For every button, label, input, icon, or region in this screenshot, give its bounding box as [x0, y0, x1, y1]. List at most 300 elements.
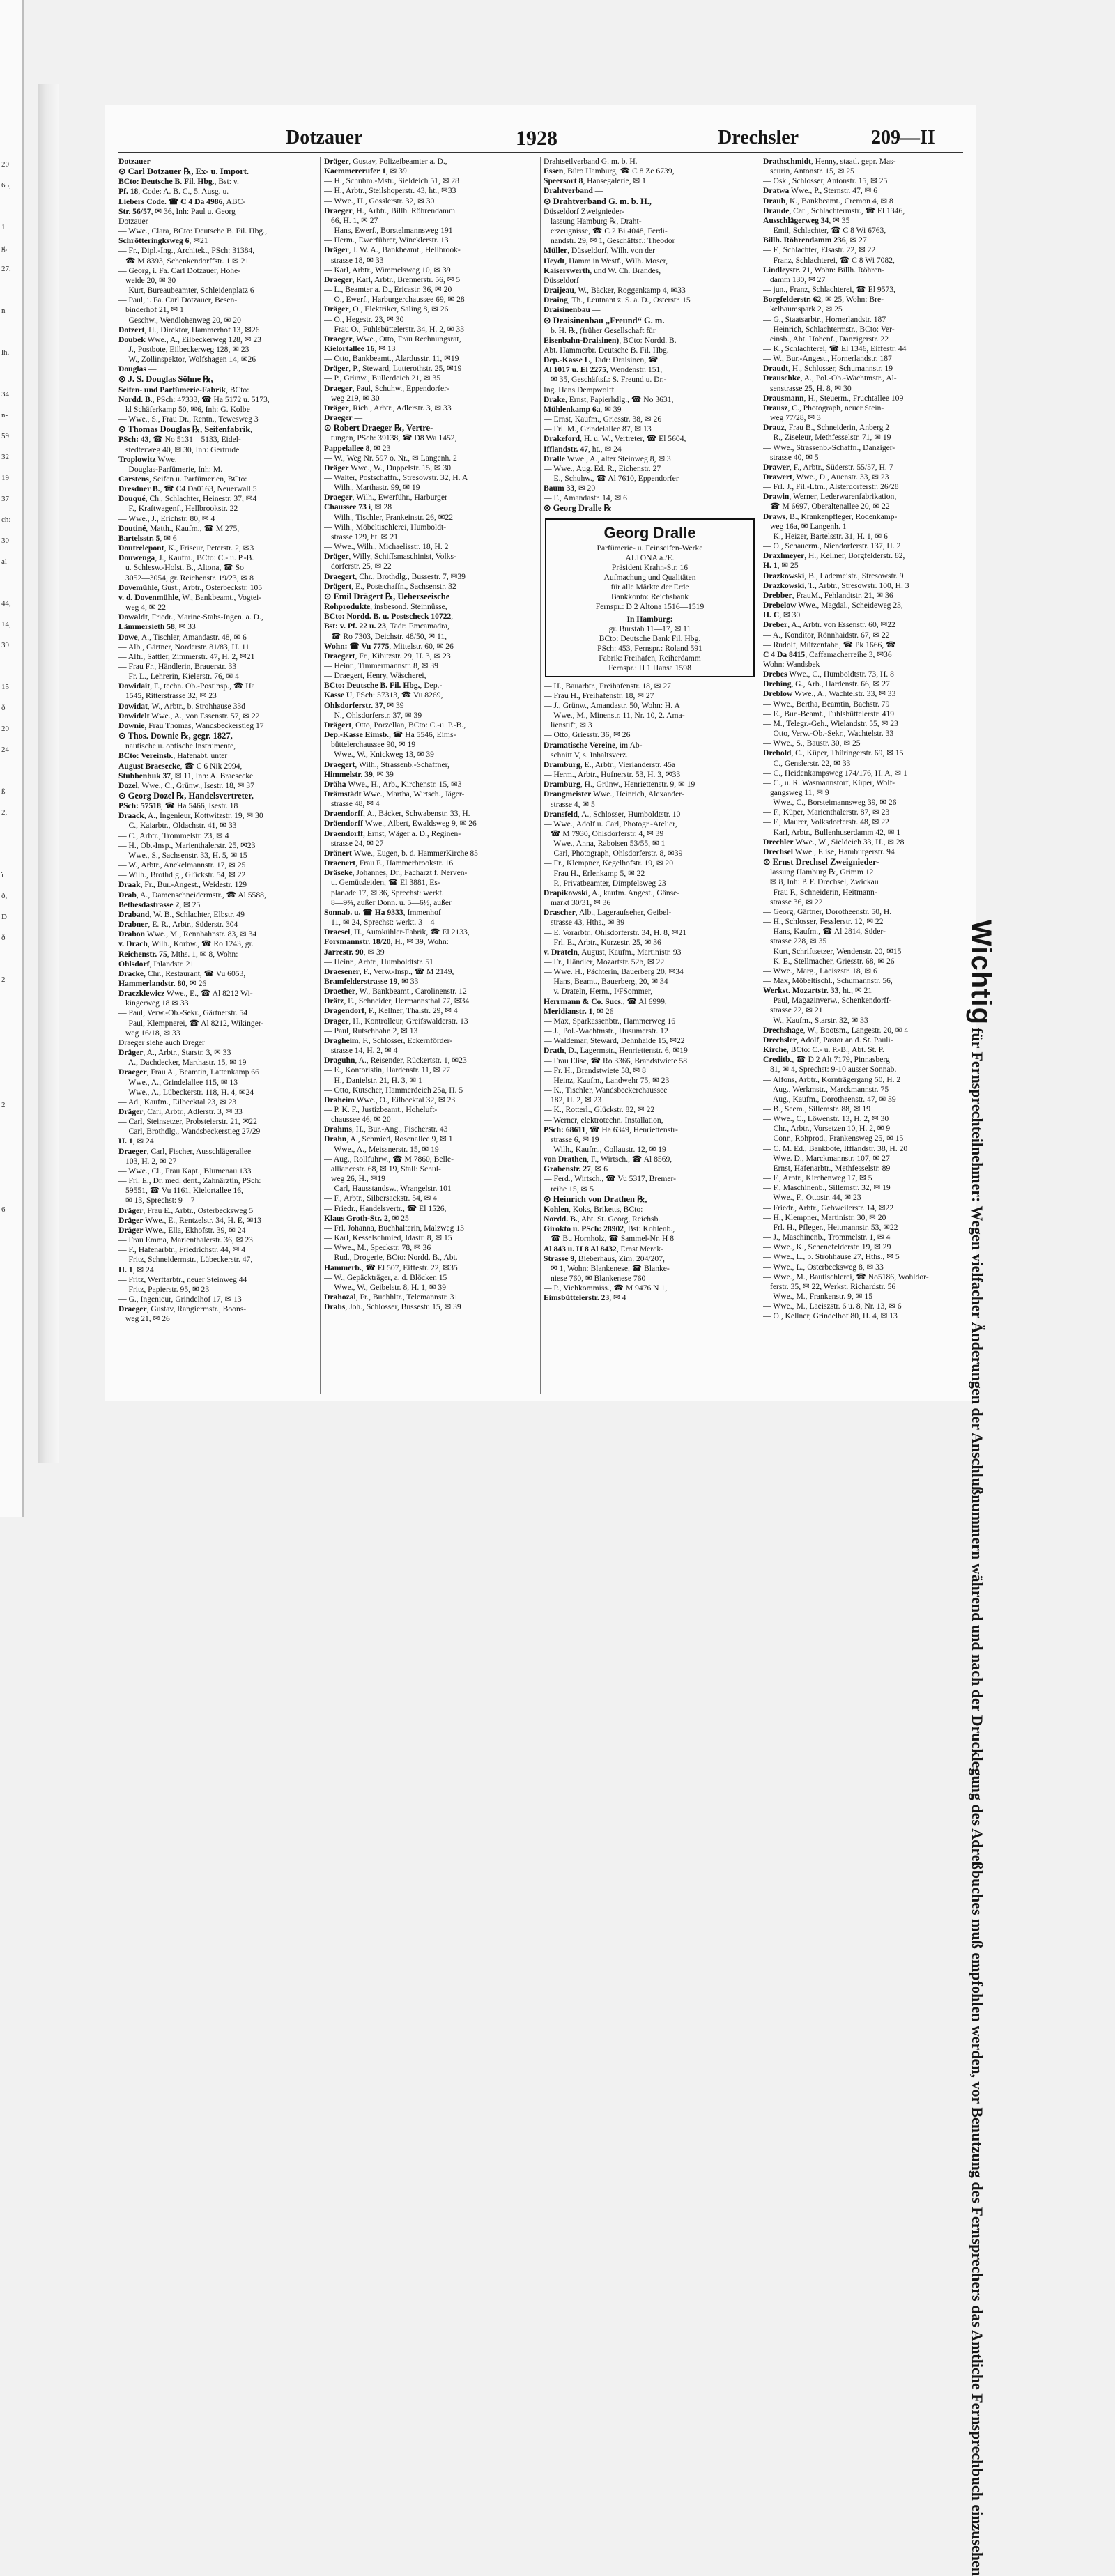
directory-entry-line: lienstift, ✉ 3: [551, 720, 592, 730]
directory-entry-line: Drawer, F., Arbtr., Süderstr. 55/57, H. 7: [763, 462, 893, 472]
directory-entry-line: Drebold, C., Küper, Thüringerstr. 69, ✉ 15: [763, 748, 904, 758]
directory-entry-line: — Wwe., A., Grindelallee 115, ✉ 13: [118, 1077, 238, 1087]
directory-entry-line: gangsweg 11, ✉ 9: [770, 788, 829, 797]
directory-entry-line: büttelerchaussee 90, ✉ 19: [331, 740, 416, 750]
directory-entry-line: Pf. 18, Code: A. B. C., 5. Ausg. u.: [118, 187, 229, 196]
directory-entry-line: — Paul, Rutschbahn 2, ✉ 13: [324, 1026, 418, 1035]
directory-entry-line: b. H. ℞, (früher Gesellschaft für: [551, 325, 656, 335]
edge-fragment: 2: [1, 975, 6, 984]
directory-entry-line: — Wwe., Adolf u. Carl, Photogr.-Atelier,: [544, 819, 677, 828]
directory-entry-line: Drätz, E., Schneider, Hermannsthal 77, ✉34: [324, 996, 470, 1006]
column-divider: [540, 157, 541, 1394]
edge-fragment: 20: [1, 160, 9, 169]
directory-entry-line: C 4 Da 8415, Caffamacherreihe 3, ✉36: [763, 649, 892, 659]
directory-entry-line: — Wilh., Kaufm., Collaustr. 12, ✉ 19: [544, 1144, 666, 1154]
directory-entry-line: chaussee 46, ✉ 20: [331, 1115, 391, 1125]
directory-entry-line: Bethesdastrasse 2, ✉ 25: [118, 900, 201, 909]
directory-entry-line: — Max, Sparkassenbtr., Hammerweg 16: [544, 1016, 676, 1026]
directory-entry-line: Douglas —: [118, 364, 157, 374]
directory-entry-line: — Wilh., Marthastr. 99, ✉ 19: [324, 483, 420, 493]
directory-entry-line: Draeger, Gustav, Rangiermstr., Boons-: [118, 1304, 247, 1314]
directory-entry-line: — Max, Möbeltischl., Schumannstr. 56,: [763, 975, 893, 985]
edge-fragment: 2,: [1, 808, 8, 817]
directory-entry-line: — Wwe., Wilh., Michaelisstr. 18, H. 2: [324, 542, 449, 552]
directory-entry-line: — K., Heizer, Bartelsstr. 31, H. 1, ✉ 6: [763, 531, 888, 541]
directory-entry-line: ☎ Bu Hornholz, ☎ Sammel-Nr. H 8: [551, 1234, 675, 1244]
edge-fragment: ß: [1, 787, 6, 796]
directory-entry-line: Draendorff, A., Bäcker, Schwabenstr. 33, H.: [324, 809, 470, 819]
directory-entry-line: Drauz, Frau B., Schneiderin, Anberg 2: [763, 423, 890, 433]
directory-entry-line: — Frl. M., Grindelallee 87, ✉ 13: [544, 424, 652, 434]
directory-entry-line: — Fritz, Schneidermstr., Lübeckerstr. 47,: [118, 1255, 253, 1265]
directory-entry-line: 182, H. 2, ✉ 23: [551, 1095, 602, 1105]
directory-entry-line: Ifflandstr. 47, ht., ✉ 24: [544, 444, 622, 454]
directory-entry-line: Billh. Röhrendamm 236, ✉ 27: [763, 236, 867, 245]
directory-entry-line: — P., Privatbeamter, Dimpfelsweg 23: [544, 878, 666, 888]
directory-entry-line: Drechsler, Adolf, Pastor an d. St. Pauli-: [763, 1035, 893, 1044]
directory-entry-line: Draesel, H., Autokühler-Fabrik, ☎ El 2133,: [324, 927, 470, 937]
header-page-number: 209—II: [871, 127, 935, 148]
directory-entry-line: — O., Hegestr. 23, ✉ 30: [324, 314, 404, 324]
directory-entry-line: Forsmannstr. 18/20, H., ✉ 39, Wohn:: [324, 937, 449, 947]
directory-entry-line: — Carl, Hausstandsw., Wrangelstr. 101: [324, 1184, 452, 1194]
directory-entry-line: Drebes Wwe., C., Humboldtstr. 73, H. 8: [763, 670, 894, 679]
directory-entry-line: Kasse U, PSch: 57313, ☎ Vu 8269,: [324, 691, 443, 700]
directory-entry-line: Dreber, A., Arbtr. von Essenstr. 60, ✉22: [763, 620, 895, 630]
directory-entry-line: Drägert, Otto, Porzellan, BCto: C.-u. P.-B.,: [324, 720, 466, 730]
directory-entry-line: Dramburg, E., Arbtr., Vierlanderstr. 45a: [544, 759, 676, 769]
directory-entry-line: Düsseldorf: [544, 275, 579, 285]
directory-entry-line: — v. Drateln, Herm., IᵃFSommer,: [544, 987, 653, 996]
directory-entry-line: ☎ M 8393, Schenkendorffstr. 1 ✉ 21: [125, 256, 249, 265]
directory-entry-line: PSch: 68611, ☎ Ha 6349, Henriettenstr-: [544, 1125, 678, 1134]
directory-entry-line: v. Drach, Wilh., Korbw., ☎ Ro 1243, gr.: [118, 939, 254, 949]
directory-entry-line: Draeger, Wilh., Ewerführ., Harburger: [324, 493, 447, 502]
directory-entry-line: ⊙ Georg Dralle ℞: [544, 503, 612, 514]
directory-entry-line: Rohprodukte, insbesond. Steinnüsse,: [324, 602, 447, 612]
directory-entry-line: — Heinr., Arbtr., Humboldtstr. 51: [324, 957, 433, 966]
directory-entry-line: — Hans, Beamt., Bauerberg, 20, ✉ 34: [544, 977, 668, 987]
directory-entry-line: alliancestr. 68, ✉ 19, Stall: Schul-: [331, 1164, 441, 1173]
directory-entry-line: — Alfr., Sattler, Zimmerstr. 47, H. 2, ✉21: [118, 651, 255, 661]
directory-entry-line: — Werner, elektrotechn. Installation,: [544, 1115, 663, 1125]
column-3-bottom: [544, 681, 756, 1304]
directory-entry-line: 81, ✉ 4, Sprechst: 9-10 ausser Sonnab.: [770, 1065, 897, 1074]
directory-entry-line: Drangmeister Wwe., Heinrich, Alexander-: [544, 789, 684, 799]
directory-entry-line: Drager, H., Kontrolleur, Greifswalderstr. 13: [324, 1016, 468, 1026]
directory-entry-line: — Frau H., Freihafenstr. 18, ✉ 27: [544, 691, 654, 700]
directory-entry-line: — K., Tischler, Wandsbeckerchaussee: [544, 1086, 668, 1095]
ad-line: Fernspr.: D 2 Altona 1516—1519: [595, 601, 705, 611]
directory-entry-line: — Wwe., Marg., Laeiszstr. 18, ✉ 6: [763, 966, 877, 975]
directory-entry-line: Draxlmeyer, H., Kellner, Borgfelderstr. 82,: [763, 551, 905, 561]
directory-entry-line: — Wwe., M., Speckstr. 78, ✉ 36: [324, 1243, 431, 1253]
directory-entry-line: Drechler Wwe., W., Sieldeich 33, H., ✉ 28: [763, 837, 905, 847]
directory-entry-line: — B., Seem., Sillemstr. 88, ✉ 19: [763, 1104, 870, 1113]
directory-entry-line: — Chr., Arbtr., Vorsetzen 10, H. 2, ✉ 9: [763, 1124, 891, 1134]
directory-entry-line: 3052—3054, gr. Reichenstr. 19/23, ✉ 8: [125, 573, 254, 583]
directory-entry-line: — Carl, Photograph, Ohlsdorferstr. 8, ✉39: [544, 849, 683, 858]
directory-entry-line: — Karl, Kesselschmied, Idastr. 8, ✉ 15: [324, 1233, 452, 1243]
ad-line: In Hamburg:: [626, 614, 673, 624]
directory-entry-line: weg 16/18, ✉ 33: [125, 1028, 180, 1038]
directory-entry-line: v. Drateln, August, Kaufm., Martinistr. 93: [544, 947, 682, 957]
directory-entry-line: — Fr., Händler, Mozartstr. 52b, ✉ 22: [544, 957, 665, 966]
ad-line: Bankkonto: Reichsbank: [610, 592, 689, 601]
directory-entry-line: Kaemmererufer 1, ✉ 39: [324, 167, 407, 176]
directory-entry-line: — W., Bur.-Angest., Hornerlandstr. 187: [763, 354, 892, 364]
directory-entry-line: weg 16a, ✉ Langenh. 1: [770, 521, 847, 531]
directory-entry-line: — Wwe., F., Ottostr. 44, ✉ 23: [763, 1193, 861, 1203]
directory-entry-line: — Frau Fr., Händlerin, Brauerstr. 33: [118, 661, 237, 671]
directory-entry-line: 66, H. 1, ✉ 27: [331, 215, 378, 225]
column-3: [544, 157, 756, 1394]
directory-entry-line: Kirche, BCto: C.- u. P.-B., Abt. St. P.: [763, 1045, 884, 1055]
directory-entry-line: Sonnab. u. ☎ Ha 9333, Immenhof: [324, 907, 441, 917]
directory-entry-line: — Walter, Postschaffn., Stresowstr. 32, H. A: [324, 473, 468, 482]
directory-entry-line: — Wwe., M., Bautischlerei, ☎ No5186, Wohldor-: [763, 1272, 929, 1281]
directory-entry-line: Chaussee 73 i, ✉ 28: [324, 502, 392, 512]
edge-fragment: 2: [1, 1101, 6, 1109]
directory-entry-line: — O., Kellner, Grindelhof 80, H. 4, ✉ 13: [763, 1311, 898, 1321]
directory-entry-line: senstrasse 25, H. 8, ✉ 30: [770, 383, 852, 393]
directory-entry-line: strasse 48, ✉ 4: [331, 799, 380, 809]
directory-entry-line: — Wwe., L., b. Strohhause 27, Hths., ✉ 5: [763, 1252, 900, 1262]
directory-entry-line: — K. E., Stellmacher, Griesstr. 68, ✉ 26: [763, 956, 895, 966]
directory-entry-line: Drabner, E. R., Arbtr., Süderstr. 304: [118, 920, 238, 930]
directory-entry-line: Dovemühle, Gust., Arbtr., Osterbeckstr. 105: [118, 583, 263, 592]
directory-entry-line: Lämmersieth 58, ✉ 33: [118, 622, 196, 632]
directory-entry-line: Drebing, G., Arb., Hardenstr. 66, ✉ 27: [763, 679, 890, 689]
directory-entry-line: ⊙ Drahtverband G. m. b. H.,: [544, 196, 652, 206]
directory-entry-line: — Wwe., Aug. Ed. R., Eichenstr. 27: [544, 463, 661, 473]
directory-entry-line: H. 1, ✉ 24: [118, 1136, 154, 1146]
directory-entry-line: Dracke, Chr., Restaurant, ☎ Vu 6053,: [118, 969, 246, 978]
directory-entry-line: Kohlen, Koks, Briketts, BCto:: [544, 1204, 643, 1214]
directory-entry-line: dorferstr. 25, ✉ 22: [331, 562, 392, 571]
directory-entry-line: — W., Zollinspektor, Wolfshagen 14, ✉26: [118, 355, 256, 364]
directory-entry-line: — J., Maschinenb., Trommelstr. 1, ✉ 4: [763, 1233, 891, 1242]
directory-entry-line: — O., Ewerf., Harburgerchaussee 69, ✉ 28: [324, 295, 465, 304]
directory-entry-line: Drahn, A., Schmied, Rosenallee 9, ✉ 1: [324, 1134, 453, 1144]
directory-entry-line: — Wwe., M., Frankenstr. 9, ✉ 15: [763, 1291, 872, 1301]
directory-entry-line: Grabenstr. 27, ✉ 6: [544, 1164, 608, 1174]
directory-entry-line: Kielortallee 16, ✉ 13: [324, 344, 396, 353]
directory-entry-line: — Wwe., M., Laeiszstr. 6 u. 8, Nr. 13, ✉ 6: [763, 1302, 902, 1311]
directory-entry-line: ⊙ Robert Draeger ℞, Vertre-: [324, 423, 433, 433]
directory-entry-line: — H., Schlosser, Fesslerstr. 12, ✉ 22: [763, 917, 884, 927]
directory-entry-line: — Waldemar, Steward, Dehnhaide 15, ✉22: [544, 1036, 685, 1046]
edge-fragment: 30: [1, 537, 9, 545]
directory-entry-line: Nordd. B., Abt. St. Georg, Reichsb.: [544, 1214, 661, 1224]
directory-entry-line: — Fritz, Papierstr. 95, ✉ 23: [118, 1284, 210, 1294]
directory-entry-line: Dragendorf, F., Kellner, Thalstr. 29, ✉ 4: [324, 1006, 458, 1016]
directory-entry-line: — W., Weg Nr. 597 o. Nr., ✉ Langenh. 2: [324, 453, 457, 463]
directory-entry-line: — Osk., Schlosser, Antonstr. 15, ✉ 25: [763, 176, 888, 186]
directory-entry-line: 1545, Ritterstrasse 32, ✉ 23: [125, 691, 217, 701]
edge-fragment: 39: [1, 641, 9, 649]
directory-entry-line: markt 30/31, ✉ 36: [551, 898, 611, 908]
directory-entry-line: BCto: Vereinsb., Hafenabt. unter: [118, 751, 228, 761]
directory-entry-line: Strasse 9, Bieberhaus, Zim. 204/207,: [544, 1254, 665, 1263]
directory-entry-line: strasse 6, ✉ 19: [551, 1134, 599, 1144]
directory-entry-line: Dräger, Gustav, Polizeibeamter a. D.,: [324, 157, 447, 166]
directory-entry-line: — Wwe., W., Knickweg 13, ✉ 39: [324, 750, 434, 759]
directory-entry-line: Drechsel Wwe., Elise, Hamburgerstr. 94: [763, 847, 895, 856]
directory-entry-line: — Wwe., L., Osterbecksweg 8, ✉ 33: [763, 1262, 884, 1272]
directory-entry-line: BCto: Nordd. B. u. Postscheck 10722,: [324, 612, 454, 622]
directory-entry-line: Dreblow Wwe., A., Wachtelstr. 33, ✉ 33: [763, 689, 896, 699]
directory-entry-line: — P. K. F., Justizbeamt., Hoheluft-: [324, 1105, 438, 1114]
directory-entry-line: Dowidat, W., Arbtr., b. Strohhause 33d: [118, 701, 245, 711]
directory-entry-line: Drahozal, Fr., Buchhltr., Telemannstr. 31: [324, 1292, 459, 1302]
directory-entry-line: Draudt, H., Schlosser, Schumannstr. 19: [763, 364, 893, 373]
directory-entry-line: — Aug., Kaufm., Dorotheenstr. 47, ✉ 39: [763, 1094, 896, 1104]
directory-entry-line: Bramfelderstrasse 19, ✉ 33: [324, 976, 419, 986]
directory-entry-line: — Wwe., Cl., Frau Kapt., Blumenau 133: [118, 1166, 252, 1175]
directory-entry-line: — Heinr., Timmermannstr. 8, ✉ 39: [324, 661, 438, 670]
directory-entry-line: Draesener, F., Verw.-Insp., ☎ M 2149,: [324, 966, 454, 976]
directory-entry-line: weg 4, ✉ 22: [125, 603, 167, 612]
directory-entry-line: strasse 228, ✉ 35: [770, 936, 827, 946]
directory-entry-line: Draguhn, A., Reisender, Rückertstr. 1, ✉23: [324, 1056, 467, 1065]
directory-entry-line: Ohlsdorf, Ihlandstr. 21: [118, 959, 194, 969]
directory-entry-line: — H., Danielstr. 21, H. 3, ✉ 1: [324, 1075, 422, 1085]
directory-entry-line: — Fr. L., Lehrerin, Kielerstr. 76, ✉ 4: [118, 672, 239, 681]
directory-entry-line: — E., Schuhw., ☎ Al 7610, Eppendorfer: [544, 474, 679, 483]
directory-entry-line: — Emil, Schlachter, ☎ C 8 Wi 6763,: [763, 226, 886, 236]
directory-entry-line: Wohn: ☎ Vu 7775, Mittelstr. 60, ✉ 26: [324, 641, 454, 651]
directory-entry-line: Dep.-Kasse Eimsb., ☎ Ha 5546, Eims-: [324, 730, 456, 740]
directory-entry-line: Draeger, Paul, Schuhw., Eppendorfer-: [324, 383, 449, 393]
directory-entry-line: Dräendorff Wwe., Albert, Ewaldsweg 9, ✉ 26: [324, 819, 477, 828]
directory-entry-line: — H., Arbtr., Steilshoperstr. 43, ht., ✉33: [324, 186, 456, 196]
edge-fragment: 15: [1, 683, 9, 691]
directory-entry-line: Drathschmidt, Henny, staatl. gepr. Mas-: [763, 157, 896, 166]
directory-entry-line: Carstens, Seifen u. Parfümerien, BCto:: [118, 475, 247, 484]
ad-body: [551, 543, 749, 673]
ad-line: Aufmachung und Qualitäten: [603, 572, 696, 582]
directory-entry-line: — W., Gepäckträger, a. d. Blöcken 15: [324, 1272, 447, 1282]
directory-entry-line: Douwenga, J., Kaufm., BCto: C.- u. P.-B.: [118, 553, 254, 563]
directory-entry-line: — Frl. E., Arbtr., Kurzestr. 25, ✉ 36: [544, 937, 661, 947]
directory-entry-line: — Wwe., W., Geibelstr. 8, H. 1, ✉ 39: [324, 1282, 447, 1292]
directory-entry-line: — Wwe., C., Löwenstr. 13, H. 2, ✉ 30: [763, 1114, 889, 1124]
directory-entry-line: Düsseldorf Zweignieder-: [544, 206, 624, 216]
directory-entry-line: — L., Beamter a. D., Ericastr. 36, ✉ 20: [324, 285, 452, 295]
directory-entry-line: Dräger Wwe., E., Rentzelstr. 34, H. E, ✉13: [118, 1215, 261, 1225]
directory-entry-line: — Douglas-Parfümerie, Inh: M.: [118, 464, 223, 474]
directory-entry-line: Creditb., ☎ D 2 Alt 7179, Pinnasberg: [763, 1055, 890, 1065]
edge-fragment: 32: [1, 453, 9, 461]
directory-entry-line: Müller, Düsseldorf, Wilh. von der: [544, 246, 655, 256]
directory-entry-line: — K., Schlachterei, ☎ El 1346, Eiffestr. 44: [763, 344, 907, 353]
directory-entry-line: — Friedr., Arbtr., Gebweilerstr. 14, ✉22: [763, 1203, 894, 1212]
directory-entry-line: — F., Hafenarbtr., Friedrichstr. 44, ✉ 4: [118, 1245, 246, 1255]
directory-entry-line: Str. 56/57, ✉ 36, Inh: Paul u. Georg: [118, 206, 236, 216]
directory-entry-line: Douqué, Ch., Schlachter, Heinestr. 37, ✉4: [118, 494, 257, 504]
directory-entry-line: — K., Rotterl., Glückstr. 82, ✉ 22: [544, 1105, 655, 1115]
directory-entry-line: Draws, B., Krankenpfleger, Rodenkamp-: [763, 511, 898, 521]
directory-entry-line: Hammerb., ☎ El 507, Eiffestr. 22, ✉35: [324, 1263, 458, 1272]
directory-entry-line: — Wwe., M., Minenstr. 11, Nr. 10, 2. Ama-: [544, 711, 685, 720]
directory-entry-line: Ausschlägerweg 34, ✉ 35: [763, 215, 850, 225]
directory-entry-line: strasse 24, ✉ 27: [331, 838, 384, 848]
directory-entry-line: Drebber, FrauM., Fehlandtstr. 21, ✉ 36: [763, 590, 893, 600]
directory-entry-line: Bst: v. Pf. 22 u. 23, Tadr: Emcamadra,: [324, 622, 449, 631]
directory-entry-line: strasse 4, ✉ 5: [551, 799, 595, 809]
directory-entry-line: ⊙ Heinrich von Drathen ℞,: [544, 1194, 647, 1204]
directory-entry-line: planade 17, ✉ 36, Sprechst: werkt.: [331, 888, 444, 897]
column-1: [118, 157, 315, 1394]
directory-entry-line: Dresdner B., ☎ C4 Da0163, Neuerwall 5: [118, 484, 257, 494]
edge-fragment: 65,: [1, 181, 11, 190]
edge-fragment: ch:: [1, 516, 11, 524]
column-2: [324, 157, 537, 1394]
edge-fragment: 44,: [1, 599, 11, 608]
directory-entry-line: binderhof 21, ✉ 1: [125, 305, 184, 315]
edge-fragment: al-: [1, 557, 10, 566]
directory-entry-line: Reichenstr. 75, Mths. 1, ✉ 8, Wohn:: [118, 949, 238, 959]
edge-fragment: 34: [1, 390, 9, 399]
directory-entry-line: Herrmann & Co. Sucs., ☎ Al 6999,: [544, 996, 667, 1006]
directory-entry-line: ⊙ Georg Dozel ℞, Handelsvertreter,: [118, 791, 254, 801]
directory-entry-line: Werkst. Mozartstr. 33, ht., ✉ 21: [763, 986, 872, 996]
directory-entry-line: — E., Bur.-Beamt., Fuhlsbüttelerstr. 419: [763, 709, 895, 718]
directory-entry-line: Ing. Hans Dempwolff: [544, 385, 615, 394]
directory-entry-line: ☎ M 6697, Oberaltenallee 20, ✉ 22: [770, 502, 890, 511]
directory-entry-line: — W., Kaufm., Starstr. 32, ✉ 33: [763, 1015, 868, 1025]
edge-fragment: lh.: [1, 348, 10, 357]
directory-entry-line: Draegert, Wilh., Strassenb.-Schaffner,: [324, 759, 449, 769]
directory-entry-line: — Alfons, Arbtr., Kornträgergang 50, H. 2: [763, 1074, 901, 1084]
directory-entry-line: Dotzauer: [118, 216, 148, 226]
directory-entry-line: Dräger, J. W. A., Bankbeamt., Hellbrook-: [324, 245, 461, 255]
edge-fragment: g,: [1, 244, 8, 252]
directory-entry-line: — O., Schauerm., Niendorferstr. 137, H. 2: [763, 541, 901, 551]
directory-entry-line: — Hans, Ewerf., Borstelmannsweg 191: [324, 226, 453, 236]
directory-entry-line: — A., Dachdecker, Marthastr. 15, ✉ 19: [118, 1058, 247, 1067]
edge-fragment: ï: [1, 871, 4, 879]
directory-entry-line: Dräger, Frau E., Arbtr., Osterbecksweg 5: [118, 1205, 254, 1215]
directory-entry-line: — H., Klempner, Martinistr. 30, ✉ 20: [763, 1212, 886, 1222]
edge-fragment: ð: [1, 704, 6, 712]
directory-entry-line: Downie, Frau Thomas, Wandsbeckerstieg 17: [118, 720, 264, 730]
directory-entry-line: Draing, Th., Leutnant z. S. a. D., Osterstr. 15: [544, 295, 691, 305]
ad-line: Fabrik: Freihafen, Reiherdamm: [599, 653, 701, 663]
directory-entry-line: Borgfelderstr. 62, ✉ 25, Wohn: Bre-: [763, 295, 884, 304]
directory-entry-line: Troplowitz Wwe.: [118, 454, 177, 464]
directory-entry-line: — Karl, Arbtr., Bullenhuserdamm 42, ✉ 1: [763, 827, 901, 837]
directory-entry-line: strasse 18, ✉ 33: [331, 255, 384, 265]
directory-entry-line: — Friedr., Handelsvertr., ☎ El 1526,: [324, 1203, 447, 1213]
directory-entry-line: — C., Kaiarbtr., Oldachstr. 41, ✉ 33: [118, 821, 237, 831]
directory-entry-line: — J., Pol.-Wachtmstr., Husumerstr. 12: [544, 1026, 668, 1036]
directory-entry-line: — Paul, Klempnerei, ☎ Al 8212, Wikinger-: [118, 1018, 264, 1028]
directory-entry-line: — H., Ob.-Insp., Marienthalerstr. 25, ✉23: [118, 840, 256, 850]
directory-entry-line: ⊙ J. S. Douglas Söhne ℞,: [118, 374, 213, 385]
directory-entry-line: Speersort 8, Hansegalerie, ✉ 1: [544, 176, 646, 186]
directory-entry-line: Al 843 u. H 8 Al 8432, Ernst Merck-: [544, 1244, 663, 1254]
directory-entry-line: — Ad., Kaufm., Eilbecktal 23, ✉ 23: [118, 1097, 237, 1106]
edge-fragment: 6: [1, 1205, 6, 1214]
directory-entry-line: — Rud., Drogerie, BCto: Nordd. B., Abt.: [324, 1253, 458, 1263]
directory-entry-line: — Wwe., J., Erichstr. 80, ✉ 4: [118, 514, 215, 523]
directory-entry-line: ⊙ Emil Drägert ℞, Ueberseeische: [324, 591, 450, 601]
directory-entry-line: 59551, ☎ Vu 1161, Kielortallee 16,: [125, 1186, 243, 1196]
page-gutter-shadow: [38, 84, 59, 1463]
directory-entry-line: Draeger —: [324, 413, 363, 423]
directory-entry-line: stedterweg 40, ✉ 30, Inh: Gertrude: [125, 445, 240, 454]
directory-entry-line: Drascher, Alb., Lageraufseher, Geibel-: [544, 908, 672, 918]
directory-entry-line: — H., Schuhm.-Mstr., Sieldeich 51, ✉ 28: [324, 176, 459, 186]
directory-entry-line: Doubek Wwe., A., Eilbeckerweg 128, ✉ 23: [118, 334, 261, 344]
edge-fragment: 1: [1, 223, 6, 231]
directory-entry-line: von Drathen, F., Wirtsch., ☎ Al 8569,: [544, 1155, 672, 1164]
directory-entry-line: ✉ 35, Geschäftsf.: S. Freund u. Dr.-: [551, 375, 667, 385]
directory-entry-line: — Wwe., C., Borsteimannsweg 39, ✉ 26: [763, 798, 897, 808]
directory-entry-line: Draczklewicz Wwe., E., ☎ Al 8212 Wi-: [118, 989, 253, 998]
directory-entry-line: — Frl. Johanna, Buchhalterin, Malzweg 13: [324, 1223, 464, 1233]
directory-entry-line: — Frl. H., Pfleger., Heitmannstr. 53, ✉22: [763, 1222, 898, 1232]
directory-entry-line: Kaiserswerth, und W. Ch. Brandes,: [544, 265, 661, 275]
ad-title: Georg Dralle: [603, 523, 696, 541]
directory-entry-line: — C., Arbtr., Trommelstr. 23, ✉ 4: [118, 831, 229, 840]
directory-entry-line: — M., Telegr.-Geh., Wielandstr. 55, ✉ 23: [763, 718, 898, 728]
directory-entry-line: Drebelow Wwe., Magdal., Scheideweg 23,: [763, 601, 903, 610]
directory-entry-line: — Rudolf, Mützenfabr., ☎ Pk 1666, ☎: [763, 640, 896, 649]
directory-entry-line: — Georg, i. Fa. Carl Dotzauer, Hohe-: [118, 265, 241, 275]
directory-entry-line: — Franz, Schlachterei, ☎ C 8 Wi 7082,: [763, 255, 895, 265]
directory-entry-line: weg 219, ✉ 30: [331, 393, 380, 403]
directory-entry-line: — Frau O., Fuhlsbüttelerstr. 34, H. 2, ✉ 33: [324, 324, 465, 334]
ad-line: ALTONA a./E.: [625, 553, 675, 562]
directory-entry-line: Drabon Wwe., M., Rennbahnstr. 83, ✉ 34: [118, 930, 257, 939]
directory-entry-line: — Conr., Rohprod., Frankensweg 25, ✉ 15: [763, 1134, 904, 1143]
directory-entry-line: Draeger siehe auch Dreger: [118, 1038, 205, 1047]
directory-entry-line: Draendorff, Ernst, Wäger a. D., Reginen-: [324, 828, 461, 838]
directory-entry-line: Draack, A., Ingenieur, Kottwitzstr. 19, ✉ 30: [118, 811, 263, 821]
directory-entry-line: Dralle Wwe., A., alter Steinweg 8, ✉ 3: [544, 454, 671, 463]
directory-entry-line: — Carl, Brothdlg., Wandsbeckerstieg 27/29: [118, 1127, 261, 1136]
directory-entry-line: — Wilh., Möbeltischlerei, Humboldt-: [324, 522, 447, 532]
directory-entry-line: — F., Schlachter, Elsastr. 22, ✉ 22: [763, 245, 876, 255]
directory-entry-line: — G., Ingenieur, Grindelhof 17, ✉ 13: [118, 1294, 242, 1304]
directory-entry-line: Drämstädt Wwe., Martha, Wirtsch., Jäger-: [324, 789, 465, 799]
directory-entry-line: — C., u. R. Wasmannstorf, Küper, Wolf-: [763, 778, 895, 787]
directory-entry-line: H. 1, ✉ 24: [118, 1265, 154, 1274]
directory-entry-line: Bartelsstr. 5, ✉ 6: [118, 533, 177, 543]
directory-entry-line: Drechshage, W., Bootsm., Langestr. 20, ✉ 4: [763, 1025, 909, 1035]
directory-entry-line: — Herm., Arbtr., Hufnerstr. 53, H. 3, ✉33: [544, 770, 681, 780]
directory-entry-line: strasse 43, Hths., ✉ 39: [551, 918, 625, 927]
directory-entry-line: Drägert, E., Postschaffn., Sachsenstr. 32: [324, 581, 456, 591]
ad-line: Parfümerie- u. Feinseifen-Werke: [597, 543, 703, 553]
directory-entry-line: Dräger Wwe., Ella, Ekhofstr. 39, ✉ 24: [118, 1225, 246, 1235]
directory-entry-line: — Geschw., Wendlohenweg 20, ✉ 20: [118, 315, 241, 325]
directory-entry-line: einsb., Abt. Hohenf., Danzigerstr. 22: [770, 334, 889, 344]
directory-entry-line: — Frau Elise, ☎ Ro 3366, Brandstwiete 58: [544, 1056, 688, 1065]
directory-entry-line: — H., Bauarbtr., Freihafenstr. 18, ✉ 27: [544, 681, 671, 691]
directory-entry-line: ✉ 8, Inh: P. F. Drechsel, Zwickau: [770, 877, 879, 887]
ad-line: Fernspr.: H 1 Hansa 1598: [608, 663, 691, 672]
directory-entry-line: Dräha Wwe., H., Arb., Kirchenstr. 15, ✉3: [324, 779, 462, 789]
directory-entry-line: Draeger, Carl, Fischer, Ausschlägerallee: [118, 1146, 252, 1156]
directory-entry-line: — Wwe., A., Meissnerstr. 15, ✉ 19: [324, 1144, 439, 1154]
edge-fragment: ð,: [1, 892, 8, 900]
directory-entry-line: — C., Genslerstr. 22, ✉ 33: [763, 758, 851, 768]
directory-entry-line: Nordd. B., PSch: 47333, ☎ Ha 5172 u. 5173,: [118, 394, 270, 404]
